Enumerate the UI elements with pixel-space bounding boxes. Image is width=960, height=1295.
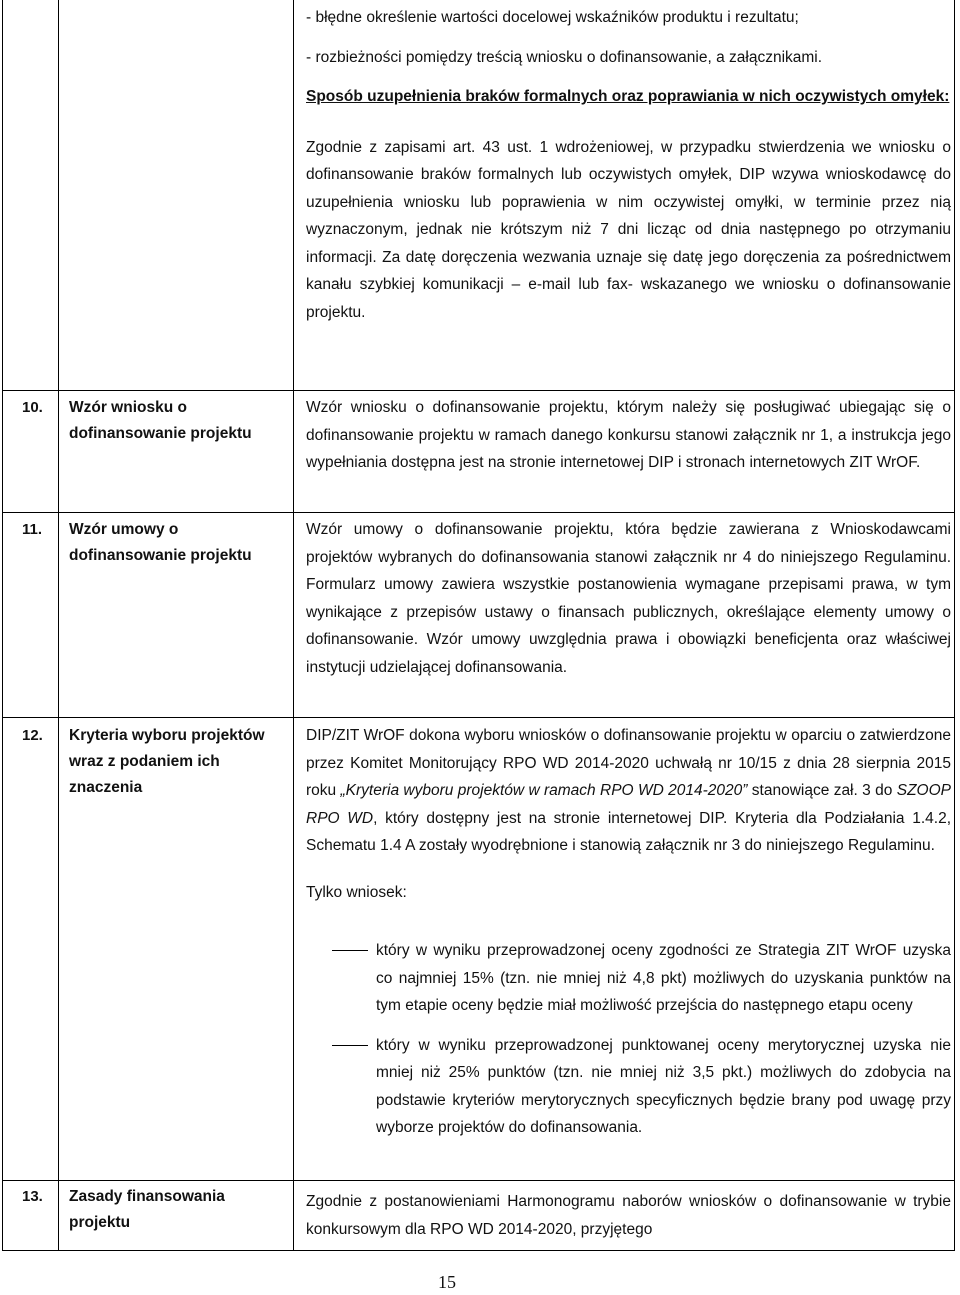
section-paragraph-13: Zgodnie z postanowieniami Harmonogramu naborów wniosków o dofinansowanie w trybie konkursowym dla RPO WD 2014-2020, przyjętego xyxy=(306,1193,951,1238)
section-paragraph-12 xyxy=(306,722,951,860)
criteria-italic-szoop: SZOOP RPO WD xyxy=(306,782,951,827)
section-label-13: Zasady finansowania projektu xyxy=(69,1188,225,1231)
section-number-13: 13. xyxy=(22,1188,43,1205)
row-divider-10 xyxy=(3,390,954,391)
bullet-text-1: który w wyniku przeprowadzonej oceny zgodności ze Strategia ZIT WrOF uzyska co najmniej 15% (tzn. nie mniej niż 4,8 pkt) możliwych do uzyskania punktów na tym etapie oceny będzie miał możliwość przejścia do następnego etapu oceny xyxy=(376,942,951,1014)
section-label-10: Wzór wniosku o dofinansowanie projektu xyxy=(69,399,252,442)
section-text-13 xyxy=(306,1188,951,1243)
continuation-block xyxy=(306,4,951,326)
section-text-10 xyxy=(306,394,951,477)
row-divider-13 xyxy=(3,1180,954,1181)
section-number-11: 11. xyxy=(22,521,43,538)
row-divider-11 xyxy=(3,512,954,513)
column-divider-1 xyxy=(58,0,59,1250)
section-text-12 xyxy=(306,722,951,906)
section-text-11 xyxy=(306,516,951,681)
section-label-12: Kryteria wyboru projektów wraz z podaniem ich znaczenia xyxy=(69,727,265,796)
criteria-text-b: stanowiące zał. 3 do xyxy=(747,782,897,799)
section-paragraph-10: Wzór wniosku o dofinansowanie projektu, którym należy się posługiwać ubiegając się o dofinansowanie projektu w ramach danego konkursu stanowi załącznik nr 1, a instrukcja jego wypełniania dostępna jest na stronie internetowej DIP i stronach internetowych ZIT WrOF. xyxy=(306,399,951,471)
dash-bullet-icon xyxy=(332,950,368,951)
list-item xyxy=(306,937,951,1020)
continuation-line-2: - rozbieżności pomiędzy treścią wniosku o dofinansowanie, a załącznikami. xyxy=(306,48,823,66)
continuation-heading: Sposób uzupełnienia braków formalnych oraz poprawiania w nich oczywistych omyłek: xyxy=(306,88,950,105)
continuation-paragraph: Zgodnie z zapisami art. 43 ust. 1 wdrożeniowej, w przypadku stwierdzenia we wniosku o dofinansowanie braków formalnych lub oczywistych omyłek, DIP wzywa wnioskodawcę do uzupełnienia wniosku lub poprawienia w nim oczywistej omyłki, w terminie przez nią wyznaczonym, jednak nie krótszym niż 7 dni licząc od dnia następnego po otrzymaniu informacji. Za datę doręczenia wezwania uznaje się datę jego doręczenia za pośrednictwem kanału szybkiej komunikacji – e-mail lub fax- wskazanego we wniosku o dofinansowanie projektu. xyxy=(306,138,951,321)
section-number-12: 12. xyxy=(22,727,43,744)
document-table xyxy=(2,0,955,1251)
list-item xyxy=(306,1032,951,1142)
section-number-10: 10. xyxy=(22,399,43,416)
section-paragraph-11: Wzór umowy o dofinansowanie projektu, która będzie zawierana z Wnioskodawcami projektów wybranych do dofinansowania stanowi załącznik nr 4 do niniejszego Regulaminu. Formularz umowy zawiera wszystkie postanowienia wymagane przepisami prawa, w tym wynikające z przepisów ustawy o finansach publicznych, określające elementy umowy o dofinansowanie. Wzór umowy uwzględnia prawa i obowiązki beneficjenta oraz właściwej instytucji udzielającej dofinansowania. xyxy=(306,521,951,676)
criteria-bullet-list xyxy=(306,937,951,1154)
row-divider-12 xyxy=(3,717,954,718)
criteria-text-a: DIP/ZIT WrOF dokona wyboru wniosków o dofinansowanie projektu w oparciu o zatwierdzone przez Komitet Monitorujący RPO WD 2014-2020 uchwałą nr 10/15 z dnia 28 sierpnia 2015 roku xyxy=(306,727,951,799)
continuation-line-1: - błędne określenie wartości docelowej wskaźników produktu i rezultatu; xyxy=(306,9,799,26)
criteria-italic-title: „Kryteria wyboru projektów w ramach RPO WD 2014-2020” xyxy=(340,782,748,799)
criteria-text-c: , który dostępny jest na stronie internetowej DIP. Kryteria dla Podziałania 1.4.2, Schematu 1.4 A zostały wyodrębnione i stanowią załącznik nr 3 do niniejszego Regulaminu. xyxy=(306,809,951,854)
bullet-text-2: który w wyniku przeprowadzonej punktowanej oceny merytorycznej uzyska nie mniej niż 25% punktów (tzn. nie mniej niż 3,5 pkt.) możliwych do zdobycia na podstawie kryteriów merytorycznych specyficznych będzie brany pod uwagę przy wyborze projektów do dofinansowania. xyxy=(376,1036,951,1136)
dash-bullet-icon xyxy=(332,1045,368,1046)
column-divider-2 xyxy=(293,0,294,1250)
section-label-11: Wzór umowy o dofinansowanie projektu xyxy=(69,521,252,564)
only-application-label: Tylko wniosek: xyxy=(306,883,407,901)
page-number: 15 xyxy=(438,1272,456,1292)
